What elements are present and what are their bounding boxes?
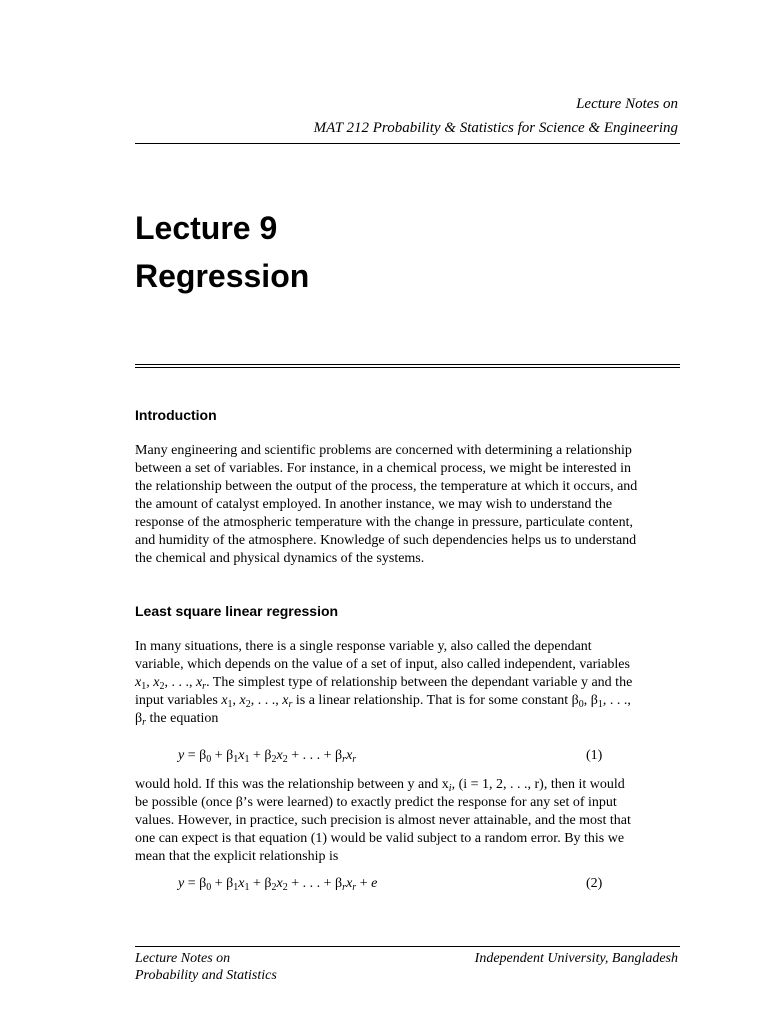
header-rule xyxy=(135,143,680,144)
title-rule-top xyxy=(135,364,680,365)
text-fragment: . The simplest type of relationship between the dependant variable y and the xyxy=(206,675,633,690)
running-header-line1: Lecture Notes on xyxy=(576,96,678,112)
text-line: one can expect is that equation (1) would be valid subject to a random error. By this we xyxy=(135,831,625,846)
least-square-paragraph-2 xyxy=(135,776,680,866)
least-square-paragraph-1 xyxy=(135,638,680,728)
footer-left-line1: Lecture Notes on xyxy=(135,951,231,966)
text-line: be possible (once β’s were learned) to exactly predict the response for any set of input xyxy=(135,795,617,810)
lecture-number: Lecture 9 xyxy=(135,210,278,246)
footer-left-line2: Probability and Statistics xyxy=(135,968,277,983)
section-heading-introduction: Introduction xyxy=(135,407,217,423)
text-line: the chemical and physical dynamics of the systems. xyxy=(135,551,425,566)
text-line: In many situations, there is a single response variable y, also called the dependant xyxy=(135,639,592,654)
running-header-line2: MAT 212 Probability & Statistics for Science & Engineering xyxy=(313,120,678,136)
text-line: mean that the explicit relationship is xyxy=(135,849,339,864)
title-rule-bottom xyxy=(135,367,680,368)
text-line: Many engineering and scientific problems are concerned with determining a relationship xyxy=(135,443,632,458)
text-line: the amount of catalyst employed. In another instance, we may wish to understand the xyxy=(135,497,613,512)
text-fragment: is a linear relationship. That is for some constant β xyxy=(295,693,579,708)
text-line: values. However, in practice, such precision is almost never attainable, and the most that xyxy=(135,813,631,828)
footer-rule xyxy=(135,946,680,947)
text-fragment: input variables xyxy=(135,693,218,708)
text-fragment: the equation xyxy=(149,711,219,726)
footer-right: Independent University, Bangladesh xyxy=(474,951,678,966)
text-line: and humidity of the atmosphere. Knowledge of such dependencies helps us to understand xyxy=(135,533,637,548)
equation-2-number: (2) xyxy=(586,876,603,891)
text-line: response of the atmospheric temperature with the change in pressure, particulate content, xyxy=(135,515,633,530)
text-line-with-variables: $x_1$, $x_2$, . . ., $x_r$. The simplest type of relationship between the dependant variable y and the xyxy=(135,675,633,692)
text-fragment: would hold. If this was the relationship between y and x xyxy=(135,777,449,792)
introduction-paragraph xyxy=(135,442,680,568)
text-fragment: , (i = 1, 2, . . ., r), then it would xyxy=(451,777,625,792)
text-line: variable, which depends on the value of a set of input, also called independent, variables xyxy=(135,657,630,672)
lecture-title: Regression xyxy=(135,258,310,294)
equation-2: $y = \beta_0 + \beta_1x_1 + \beta_2x_2$ + . . . + $\beta_rx_r + e$ xyxy=(178,876,378,893)
text-line: the relationship between the output of the process, the temperature at which it occurs, and xyxy=(135,479,638,494)
equation-1: $y = \beta_0 + \beta_1x_1 + \beta_2x_2$ + . . . + $\beta_rx_r$ xyxy=(178,748,357,765)
section-heading-least-square: Least square linear regression xyxy=(135,603,339,619)
equation-1-number: (1) xyxy=(586,748,603,763)
text-line-with-variables: would hold. If this was the relationship between y and $x_i$, (i = 1, 2, . . ., r), then it would xyxy=(135,777,625,794)
text-line: between a set of variables. For instance, in a chemical process, we might be interested in xyxy=(135,461,632,476)
text-line-with-variables: $\beta_r$ the equation xyxy=(135,711,219,728)
text-line-with-variables: input variables $x_1$, $x_2$, . . ., $x_r$ is a linear relationship. That is for some constant $\beta_0$, $\beta_1$, . . ., xyxy=(135,693,631,710)
